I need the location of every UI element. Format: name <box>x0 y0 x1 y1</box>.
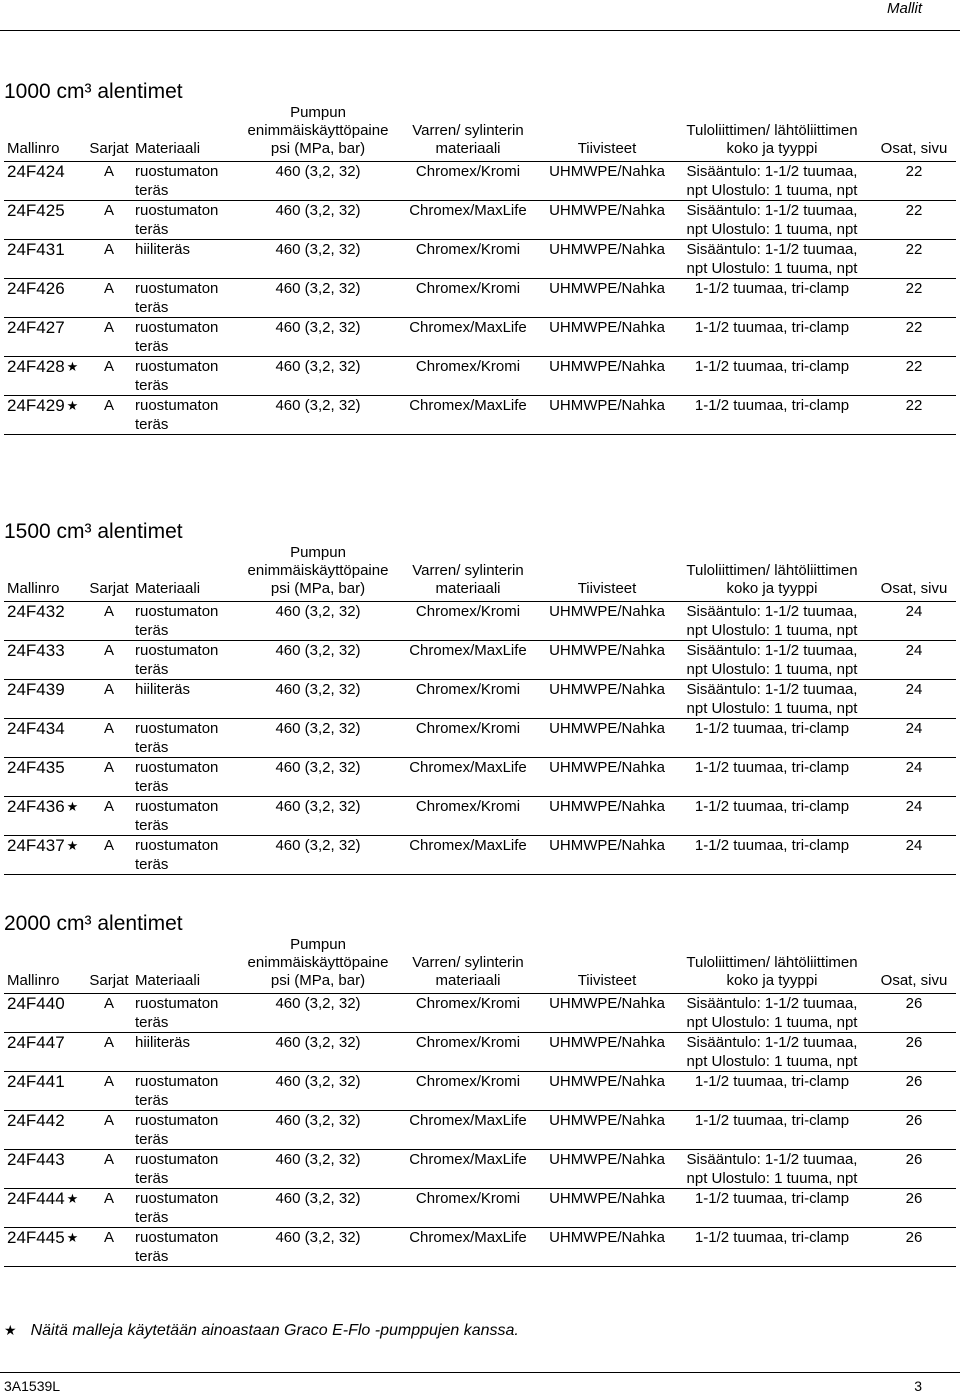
seals-cell: UHMWPE/Nahka <box>549 1151 665 1168</box>
material-cell: ruostumaton teräs <box>135 798 219 834</box>
model-cell <box>4 758 86 797</box>
material-cell: ruostumaton teräs <box>135 1190 219 1226</box>
models-table <box>4 544 956 875</box>
seals-cell: UHMWPE/Nahka <box>549 603 665 620</box>
model-number: 24F436 <box>7 797 65 816</box>
model-number: 24F433 <box>7 641 65 660</box>
model-cell <box>4 994 86 1033</box>
seals-cell: UHMWPE/Nahka <box>549 759 665 776</box>
footer-rule <box>0 1372 960 1373</box>
fitting-cell: 1-1/2 tuumaa, tri-clamp <box>694 1229 850 1246</box>
series-cell: A <box>103 163 114 180</box>
material-cell: ruostumaton teräs <box>135 995 219 1031</box>
page-number: 3 <box>914 1378 922 1394</box>
table-row <box>4 201 956 240</box>
pressure-cell: 460 (3,2, 32) <box>275 681 361 698</box>
parts-cell: 24 <box>905 759 923 776</box>
parts-cell: 22 <box>905 163 923 180</box>
pressure-cell: 460 (3,2, 32) <box>275 720 361 737</box>
column-header-model: Mallinro <box>7 140 60 157</box>
parts-cell: 26 <box>905 1034 923 1051</box>
parts-cell: 22 <box>905 319 923 336</box>
pressure-cell: 460 (3,2, 32) <box>275 358 361 375</box>
seals-cell: UHMWPE/Nahka <box>549 1229 665 1246</box>
table-row <box>4 719 956 758</box>
model-number: 24F432 <box>7 602 65 621</box>
fitting-cell: Sisääntulo: 1-1/2 tuumaa, npt Ulostulo: 1 tuuma, npt <box>686 603 858 639</box>
model-number: 24F426 <box>7 279 65 298</box>
parts-cell: 26 <box>905 1190 923 1207</box>
series-cell: A <box>103 798 114 815</box>
parts-cell: 24 <box>905 720 923 737</box>
fitting-cell: Sisääntulo: 1-1/2 tuumaa, npt Ulostulo: 1 tuuma, npt <box>686 1151 858 1187</box>
model-number: 24F428 <box>7 357 65 376</box>
fitting-cell: 1-1/2 tuumaa, tri-clamp <box>694 798 850 815</box>
model-cell <box>4 396 86 435</box>
material-cell: ruostumaton teräs <box>135 397 219 433</box>
rod-cell: Chromex/MaxLife <box>409 397 527 414</box>
rod-cell: Chromex/Kromi <box>415 358 521 375</box>
column-header-material: Materiaali <box>135 580 201 597</box>
rod-cell: Chromex/Kromi <box>415 1190 521 1207</box>
model-number: 24F444 <box>7 1189 65 1208</box>
section-title: 1000 cm³ alentimet <box>4 80 183 103</box>
series-cell: A <box>103 1073 114 1090</box>
series-cell: A <box>103 202 114 219</box>
material-cell: ruostumaton teräs <box>135 163 219 199</box>
table-row <box>4 1072 956 1111</box>
model-cell <box>4 162 86 201</box>
table-header-row <box>4 936 956 994</box>
seals-cell: UHMWPE/Nahka <box>549 995 665 1012</box>
model-number: 24F440 <box>7 994 65 1013</box>
star-icon: ★ <box>4 1322 17 1338</box>
model-number: 24F442 <box>7 1111 65 1130</box>
model-cell <box>4 680 86 719</box>
fitting-cell: 1-1/2 tuumaa, tri-clamp <box>694 280 850 297</box>
model-cell <box>4 1150 86 1189</box>
pressure-cell: 460 (3,2, 32) <box>275 397 361 414</box>
seals-cell: UHMWPE/Nahka <box>549 280 665 297</box>
material-cell: ruostumaton teräs <box>135 1151 219 1187</box>
parts-cell: 24 <box>905 603 923 620</box>
column-header-fitting: Tuloliittimen/ lähtöliittimen koko ja tyyppi <box>686 122 858 157</box>
table-row <box>4 318 956 357</box>
parts-cell: 22 <box>905 202 923 219</box>
seals-cell: UHMWPE/Nahka <box>549 798 665 815</box>
material-cell: ruostumaton teräs <box>135 358 219 394</box>
series-cell: A <box>103 642 114 659</box>
column-header-material: Materiaali <box>135 972 201 989</box>
material-cell: ruostumaton teräs <box>135 1112 219 1148</box>
series-cell: A <box>103 358 114 375</box>
table-header-row <box>4 104 956 162</box>
series-cell: A <box>103 280 114 297</box>
seals-cell: UHMWPE/Nahka <box>549 241 665 258</box>
seals-cell: UHMWPE/Nahka <box>549 397 665 414</box>
rod-cell: Chromex/Kromi <box>415 241 521 258</box>
star-icon: ★ <box>66 1230 79 1245</box>
pressure-cell: 460 (3,2, 32) <box>275 1190 361 1207</box>
table-row <box>4 641 956 680</box>
seals-cell: UHMWPE/Nahka <box>549 1073 665 1090</box>
fitting-cell: Sisääntulo: 1-1/2 tuumaa, npt Ulostulo: 1 tuuma, npt <box>686 241 858 277</box>
model-number: 24F425 <box>7 201 65 220</box>
seals-cell: UHMWPE/Nahka <box>549 358 665 375</box>
running-title: Mallit <box>886 0 922 17</box>
series-cell: A <box>103 1112 114 1129</box>
pressure-cell: 460 (3,2, 32) <box>275 280 361 297</box>
pressure-cell: 460 (3,2, 32) <box>275 1073 361 1090</box>
model-number: 24F437 <box>7 836 65 855</box>
table-row <box>4 1150 956 1189</box>
material-cell: hiiliteräs <box>135 241 191 258</box>
model-number: 24F439 <box>7 680 65 699</box>
column-header-fitting: Tuloliittimen/ lähtöliittimen koko ja tyyppi <box>686 954 858 989</box>
pressure-cell: 460 (3,2, 32) <box>275 202 361 219</box>
parts-cell: 22 <box>905 241 923 258</box>
column-header-seals: Tiivisteet <box>577 140 637 157</box>
series-cell: A <box>103 397 114 414</box>
column-header-parts: Osat, sivu <box>880 972 948 989</box>
parts-cell: 26 <box>905 1229 923 1246</box>
material-cell: ruostumaton teräs <box>135 642 219 678</box>
model-number: 24F445 <box>7 1228 65 1247</box>
model-cell <box>4 1111 86 1150</box>
column-header-material: Materiaali <box>135 140 201 157</box>
column-header-pressure: Pumpun enimmäiskäyttöpaine psi (MPa, bar) <box>247 104 389 157</box>
model-cell <box>4 1072 86 1111</box>
star-icon: ★ <box>66 359 79 374</box>
model-cell <box>4 357 86 396</box>
fitting-cell: 1-1/2 tuumaa, tri-clamp <box>694 837 850 854</box>
table-row <box>4 1228 956 1267</box>
column-header-model: Mallinro <box>7 972 60 989</box>
document-id: 3A1539L <box>4 1378 61 1394</box>
fitting-cell: 1-1/2 tuumaa, tri-clamp <box>694 720 850 737</box>
table-row <box>4 279 956 318</box>
material-cell: hiiliteräs <box>135 681 191 698</box>
model-number: 24F435 <box>7 758 65 777</box>
rod-cell: Chromex/Kromi <box>415 603 521 620</box>
section-2000 <box>4 912 956 1267</box>
rod-cell: Chromex/MaxLife <box>409 642 527 659</box>
fitting-cell: 1-1/2 tuumaa, tri-clamp <box>694 1112 850 1129</box>
model-cell <box>4 797 86 836</box>
pressure-cell: 460 (3,2, 32) <box>275 1112 361 1129</box>
series-cell: A <box>103 241 114 258</box>
table-row <box>4 396 956 435</box>
table-header-row <box>4 544 956 602</box>
rod-cell: Chromex/Kromi <box>415 798 521 815</box>
pressure-cell: 460 (3,2, 32) <box>275 1034 361 1051</box>
column-header-rod: Varren/ sylinterin materiaali <box>412 562 524 597</box>
fitting-cell: Sisääntulo: 1-1/2 tuumaa, npt Ulostulo: 1 tuuma, npt <box>686 642 858 678</box>
series-cell: A <box>103 837 114 854</box>
section-1000 <box>4 80 956 435</box>
seals-cell: UHMWPE/Nahka <box>549 1112 665 1129</box>
model-cell <box>4 719 86 758</box>
seals-cell: UHMWPE/Nahka <box>549 642 665 659</box>
model-number: 24F441 <box>7 1072 65 1091</box>
model-number: 24F429 <box>7 396 65 415</box>
model-cell <box>4 602 86 641</box>
column-header-pressure: Pumpun enimmäiskäyttöpaine psi (MPa, bar) <box>247 936 389 989</box>
column-header-series: Sarjat <box>89 140 129 157</box>
model-number: 24F443 <box>7 1150 65 1169</box>
rod-cell: Chromex/MaxLife <box>409 319 527 336</box>
models-table <box>4 936 956 1267</box>
model-cell <box>4 1189 86 1228</box>
parts-cell: 22 <box>905 358 923 375</box>
section-title: 2000 cm³ alentimet <box>4 912 183 935</box>
pressure-cell: 460 (3,2, 32) <box>275 798 361 815</box>
seals-cell: UHMWPE/Nahka <box>549 163 665 180</box>
model-cell <box>4 318 86 357</box>
parts-cell: 26 <box>905 1112 923 1129</box>
seals-cell: UHMWPE/Nahka <box>549 1190 665 1207</box>
series-cell: A <box>103 1034 114 1051</box>
series-cell: A <box>103 1190 114 1207</box>
material-cell: ruostumaton teräs <box>135 1229 219 1265</box>
parts-cell: 22 <box>905 280 923 297</box>
rod-cell: Chromex/Kromi <box>415 995 521 1012</box>
pressure-cell: 460 (3,2, 32) <box>275 163 361 180</box>
star-icon: ★ <box>66 838 79 853</box>
series-cell: A <box>103 720 114 737</box>
series-cell: A <box>103 995 114 1012</box>
seals-cell: UHMWPE/Nahka <box>549 681 665 698</box>
column-header-model: Mallinro <box>7 580 60 597</box>
series-cell: A <box>103 603 114 620</box>
series-cell: A <box>103 1229 114 1246</box>
series-cell: A <box>103 681 114 698</box>
column-header-rod: Varren/ sylinterin materiaali <box>412 954 524 989</box>
parts-cell: 26 <box>905 995 923 1012</box>
rod-cell: Chromex/Kromi <box>415 1073 521 1090</box>
fitting-cell: Sisääntulo: 1-1/2 tuumaa, npt Ulostulo: 1 tuuma, npt <box>686 202 858 238</box>
material-cell: hiiliteräs <box>135 1034 191 1051</box>
column-header-rod: Varren/ sylinterin materiaali <box>412 122 524 157</box>
material-cell: ruostumaton teräs <box>135 837 219 873</box>
parts-cell: 26 <box>905 1073 923 1090</box>
parts-cell: 26 <box>905 1151 923 1168</box>
model-number: 24F447 <box>7 1033 65 1052</box>
table-row <box>4 1111 956 1150</box>
material-cell: ruostumaton teräs <box>135 603 219 639</box>
model-cell <box>4 201 86 240</box>
pressure-cell: 460 (3,2, 32) <box>275 759 361 776</box>
column-header-seals: Tiivisteet <box>577 972 637 989</box>
table-row <box>4 994 956 1033</box>
table-row <box>4 758 956 797</box>
rod-cell: Chromex/MaxLife <box>409 1229 527 1246</box>
fitting-cell: Sisääntulo: 1-1/2 tuumaa, npt Ulostulo: 1 tuuma, npt <box>686 163 858 199</box>
fitting-cell: 1-1/2 tuumaa, tri-clamp <box>694 759 850 776</box>
column-header-parts: Osat, sivu <box>880 140 948 157</box>
table-row <box>4 1033 956 1072</box>
material-cell: ruostumaton teräs <box>135 1073 219 1109</box>
table-row <box>4 836 956 875</box>
rod-cell: Chromex/MaxLife <box>409 1151 527 1168</box>
star-icon: ★ <box>66 799 79 814</box>
seals-cell: UHMWPE/Nahka <box>549 202 665 219</box>
models-table <box>4 104 956 435</box>
section-title: 1500 cm³ alentimet <box>4 520 183 543</box>
fitting-cell: 1-1/2 tuumaa, tri-clamp <box>694 358 850 375</box>
model-number: 24F434 <box>7 719 65 738</box>
pressure-cell: 460 (3,2, 32) <box>275 603 361 620</box>
pressure-cell: 460 (3,2, 32) <box>275 319 361 336</box>
table-row <box>4 797 956 836</box>
footnote-text: Näitä malleja käytetään ainoastaan Graco E-Flo -pumppujen kanssa. <box>30 1322 519 1339</box>
pressure-cell: 460 (3,2, 32) <box>275 1229 361 1246</box>
model-number: 24F431 <box>7 240 65 259</box>
seals-cell: UHMWPE/Nahka <box>549 837 665 854</box>
rod-cell: Chromex/Kromi <box>415 720 521 737</box>
series-cell: A <box>103 759 114 776</box>
fitting-cell: 1-1/2 tuumaa, tri-clamp <box>694 319 850 336</box>
fitting-cell: 1-1/2 tuumaa, tri-clamp <box>694 397 850 414</box>
pressure-cell: 460 (3,2, 32) <box>275 837 361 854</box>
material-cell: ruostumaton teräs <box>135 280 219 316</box>
seals-cell: UHMWPE/Nahka <box>549 1034 665 1051</box>
footnote <box>4 1322 519 1340</box>
column-header-parts: Osat, sivu <box>880 580 948 597</box>
pressure-cell: 460 (3,2, 32) <box>275 995 361 1012</box>
table-row <box>4 1189 956 1228</box>
table-row <box>4 162 956 201</box>
column-header-pressure: Pumpun enimmäiskäyttöpaine psi (MPa, bar) <box>247 544 389 597</box>
material-cell: ruostumaton teräs <box>135 319 219 355</box>
table-row <box>4 602 956 641</box>
table-row <box>4 240 956 279</box>
model-number: 24F424 <box>7 162 65 181</box>
rod-cell: Chromex/MaxLife <box>409 837 527 854</box>
model-cell <box>4 641 86 680</box>
fitting-cell: Sisääntulo: 1-1/2 tuumaa, npt Ulostulo: 1 tuuma, npt <box>686 1034 858 1070</box>
rod-cell: Chromex/MaxLife <box>409 1112 527 1129</box>
pressure-cell: 460 (3,2, 32) <box>275 241 361 258</box>
fitting-cell: Sisääntulo: 1-1/2 tuumaa, npt Ulostulo: 1 tuuma, npt <box>686 995 858 1031</box>
rod-cell: Chromex/Kromi <box>415 163 521 180</box>
column-header-seals: Tiivisteet <box>577 580 637 597</box>
star-icon: ★ <box>66 398 79 413</box>
seals-cell: UHMWPE/Nahka <box>549 720 665 737</box>
pressure-cell: 460 (3,2, 32) <box>275 642 361 659</box>
rod-cell: Chromex/Kromi <box>415 1034 521 1051</box>
series-cell: A <box>103 319 114 336</box>
model-number: 24F427 <box>7 318 65 337</box>
material-cell: ruostumaton teräs <box>135 202 219 238</box>
rod-cell: Chromex/Kromi <box>415 280 521 297</box>
material-cell: ruostumaton teräs <box>135 720 219 756</box>
section-1500 <box>4 520 956 875</box>
model-cell <box>4 1228 86 1267</box>
parts-cell: 22 <box>905 397 923 414</box>
star-icon: ★ <box>66 1191 79 1206</box>
column-header-series: Sarjat <box>89 972 129 989</box>
rod-cell: Chromex/Kromi <box>415 681 521 698</box>
rod-cell: Chromex/MaxLife <box>409 759 527 776</box>
model-cell <box>4 240 86 279</box>
model-cell <box>4 1033 86 1072</box>
fitting-cell: 1-1/2 tuumaa, tri-clamp <box>694 1073 850 1090</box>
model-cell <box>4 836 86 875</box>
fitting-cell: 1-1/2 tuumaa, tri-clamp <box>694 1190 850 1207</box>
parts-cell: 24 <box>905 837 923 854</box>
header-rule <box>0 30 960 31</box>
parts-cell: 24 <box>905 681 923 698</box>
series-cell: A <box>103 1151 114 1168</box>
table-row <box>4 357 956 396</box>
rod-cell: Chromex/MaxLife <box>409 202 527 219</box>
column-header-fitting: Tuloliittimen/ lähtöliittimen koko ja tyyppi <box>686 562 858 597</box>
table-row <box>4 680 956 719</box>
pressure-cell: 460 (3,2, 32) <box>275 1151 361 1168</box>
seals-cell: UHMWPE/Nahka <box>549 319 665 336</box>
column-header-series: Sarjat <box>89 580 129 597</box>
parts-cell: 24 <box>905 798 923 815</box>
material-cell: ruostumaton teräs <box>135 759 219 795</box>
parts-cell: 24 <box>905 642 923 659</box>
model-cell <box>4 279 86 318</box>
fitting-cell: Sisääntulo: 1-1/2 tuumaa, npt Ulostulo: 1 tuuma, npt <box>686 681 858 717</box>
